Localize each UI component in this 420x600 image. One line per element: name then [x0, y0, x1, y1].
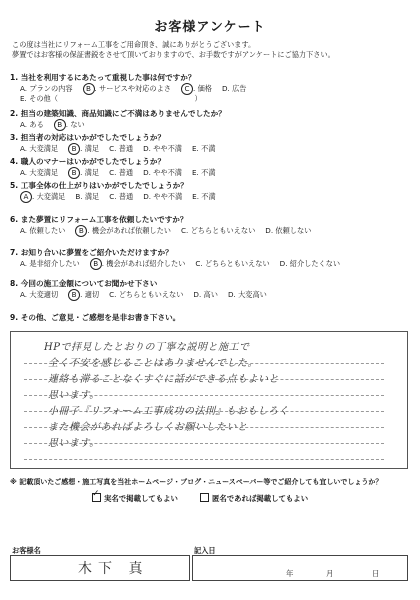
option-label: ない	[70, 120, 85, 129]
option-separator: .	[24, 226, 30, 235]
option-letter: C	[195, 259, 201, 268]
option-b[interactable]	[75, 226, 171, 236]
option-letter: A	[20, 226, 25, 235]
option-letter: B	[54, 119, 66, 131]
option-separator: .	[101, 259, 107, 268]
checkbox-icon[interactable]	[200, 493, 209, 502]
option-b[interactable]	[54, 120, 85, 130]
option-separator: .	[24, 94, 30, 103]
option-label: 大変満足	[29, 168, 59, 177]
option-letter: E	[192, 192, 197, 201]
option-letter: D	[265, 226, 271, 235]
option-letter: D	[143, 168, 149, 177]
date-day-label: 日	[372, 569, 380, 578]
option-letter: C	[181, 83, 193, 95]
option-b[interactable]	[68, 168, 99, 178]
permission-option-realname[interactable]	[92, 493, 178, 504]
permission-option-anonymous[interactable]	[200, 493, 308, 504]
option-label: 機会があれば紹介したい	[106, 259, 186, 268]
option-label: 満足	[84, 168, 100, 177]
checkbox-checked-icon[interactable]	[92, 493, 101, 502]
option-label: 価格	[197, 84, 212, 93]
option-separator: .	[196, 144, 202, 153]
option-c[interactable]	[109, 290, 183, 300]
option-letter: E	[192, 144, 197, 153]
option-label: 普通	[118, 168, 134, 177]
option-label: どちらともいえない	[190, 226, 256, 235]
option-e[interactable]	[192, 192, 216, 202]
option-letter: E	[20, 94, 25, 103]
option-label: 不満	[201, 168, 216, 177]
comment-line: 連絡も滞ることなくすぐに話ができる点もよいと	[48, 374, 279, 385]
option-label: 依頼しない	[275, 226, 312, 235]
option-separator: .	[80, 290, 85, 299]
option-e[interactable]	[20, 94, 202, 104]
option-label: 大変満足	[36, 192, 66, 201]
option-label: どちらともいえない	[204, 259, 270, 268]
option-separator: .	[24, 259, 30, 268]
option-label: 満足	[84, 144, 100, 153]
option-separator: .	[114, 192, 119, 201]
date-year-label: 年	[286, 569, 294, 578]
option-label: やや不満	[153, 144, 182, 153]
comment-line: 思います。	[48, 390, 100, 401]
option-letter: A	[20, 168, 25, 177]
option-separator: .	[87, 226, 92, 235]
option-letter: C	[109, 290, 115, 299]
question-2: 2. 担当の建築知識、商品知識にご不満はありませんでしたか？	[10, 109, 226, 118]
option-separator: .	[114, 144, 119, 153]
option-letter: D	[221, 84, 228, 93]
option-letter: D	[143, 192, 149, 201]
option-separator: .	[80, 192, 85, 201]
survey-title: お客様アンケート	[154, 20, 266, 35]
option-e[interactable]	[192, 168, 216, 178]
option-d[interactable]	[143, 192, 182, 202]
question-6-options	[20, 226, 321, 236]
option-d[interactable]	[143, 168, 182, 178]
option-label: やや不満	[153, 168, 182, 177]
option-label: やや不満	[153, 192, 183, 201]
option-separator: .	[196, 168, 202, 177]
question-3: 3. 担当者の対応はいかがでしたでしょうか？	[10, 133, 166, 142]
option-c[interactable]	[181, 84, 212, 94]
option-letter: C	[180, 226, 187, 235]
option-label: 普通	[118, 144, 134, 153]
option-a[interactable]	[20, 226, 65, 236]
option-letter: B	[68, 289, 80, 301]
option-a[interactable]	[20, 259, 80, 269]
option-separator: .	[94, 84, 100, 93]
option-d[interactable]	[143, 144, 182, 154]
option-letter: B	[83, 83, 95, 95]
question-6: 6. また夢置にリフォーム工事を依頼したいですか？	[10, 215, 188, 224]
option-label: 広告	[232, 84, 247, 93]
comment-line: 小冊子『リフォーム工事成功の法則』もおもしろく	[48, 406, 289, 417]
option-separator: .	[285, 259, 290, 268]
question-7-options	[20, 259, 350, 269]
option-letter: B	[68, 143, 80, 155]
option-letter: A	[20, 144, 25, 153]
option-c[interactable]	[195, 259, 269, 269]
option-letter: D	[227, 290, 234, 299]
comment-rule-line	[24, 459, 384, 460]
customer-name-label: お客様名	[12, 546, 41, 555]
date-month-label: 月	[326, 569, 334, 578]
option-e[interactable]	[192, 144, 216, 154]
option-separator: .	[65, 120, 71, 129]
option-label: 不満	[201, 144, 216, 153]
option-label: ある	[29, 120, 44, 129]
option-b[interactable]	[68, 144, 99, 154]
option-separator: .	[80, 144, 85, 153]
option-label: 普通	[118, 192, 134, 201]
option-letter: A	[20, 191, 32, 203]
option-d[interactable]	[222, 84, 247, 94]
option-label: 機会があれば依頼したい	[91, 226, 171, 235]
option-separator: .	[32, 192, 37, 201]
option-label: 満足	[84, 192, 100, 201]
permission-option-label: 実名で掲載してもよい	[104, 494, 178, 503]
option-a[interactable]	[20, 144, 58, 154]
option-label: 大変満足	[29, 144, 59, 153]
option-letter: D	[279, 259, 286, 268]
option-separator: .	[24, 168, 30, 177]
question-1-options	[20, 94, 212, 104]
permission-option-label: 匿名であれば掲載してもよい	[212, 494, 309, 503]
question-1: 1. 当社を利用するにあたって重視した事は何ですか？	[10, 73, 196, 82]
option-letter: C	[109, 192, 115, 201]
option-c[interactable]	[109, 192, 133, 202]
option-d[interactable]	[228, 290, 267, 300]
option-b[interactable]	[83, 84, 171, 94]
intro-line-2: 夢置ではお客様の保証書鋭をさせて頂いておりますので、お手数ですがアンケートにご協力下さい。	[12, 50, 335, 59]
option-separator: .	[186, 226, 191, 235]
option-separator: .	[192, 84, 198, 93]
question-8-options	[20, 290, 277, 300]
comment-line: 全く不安を感じることはありませんでした。	[48, 358, 258, 369]
option-b[interactable]	[90, 259, 186, 269]
option-separator: .	[200, 259, 205, 268]
option-label: サービスや対応のよさ	[99, 84, 171, 93]
question-1-options	[20, 84, 256, 94]
option-label: その他（ ）	[29, 94, 202, 103]
option-label: どちらともいえない	[118, 290, 184, 299]
option-label: プランの内容	[29, 84, 73, 93]
comment-line: 思います。	[48, 438, 100, 449]
option-letter: A	[20, 290, 25, 299]
question-9: 9. その他、ご意見・ご感想を是非お書き下さい。	[10, 313, 181, 322]
option-a[interactable]	[20, 290, 58, 300]
permission-question: ※ 記載頂いたご感想・施工写真を当社ホームページ・ブログ・ニュースペーパー等でご紹介しても宜しいでしょうか？	[10, 478, 383, 486]
option-letter: C	[109, 144, 115, 153]
question-5: 5. 工事全体の仕上がりはいかがでしたでしょうか？	[10, 181, 188, 190]
question-5-options	[20, 192, 226, 202]
comment-line: HPで拝見したとおりの丁寧な説明と施工で	[44, 342, 250, 353]
option-label: 依頼したい	[29, 226, 66, 235]
option-separator: .	[24, 144, 30, 153]
option-letter: B	[75, 192, 81, 201]
option-separator: .	[227, 84, 233, 93]
option-d[interactable]	[280, 259, 340, 269]
question-4-options	[20, 168, 226, 178]
option-separator: .	[270, 226, 276, 235]
option-label: 紹介したくない	[289, 259, 341, 268]
option-label: 大変高い	[238, 290, 267, 299]
option-letter: B	[68, 167, 80, 179]
option-separator: .	[114, 168, 119, 177]
question-4: 4. 職人のマナーはいかがでしたでしょうか？	[10, 157, 166, 166]
customer-name-value: 木下 真	[78, 561, 149, 577]
option-a[interactable]	[20, 120, 44, 130]
option-label: 不満	[201, 192, 216, 201]
comment-line: また機会があればよろしくお願いしたいと	[48, 422, 248, 433]
option-separator: .	[196, 192, 202, 201]
question-3-options	[20, 144, 226, 154]
option-separator: .	[24, 120, 30, 129]
option-label: 是非紹介したい	[29, 259, 80, 268]
option-b[interactable]	[68, 290, 99, 300]
option-c[interactable]	[181, 226, 255, 236]
option-label: 大変適切	[29, 290, 59, 299]
option-separator: .	[198, 290, 204, 299]
option-d[interactable]	[265, 226, 311, 236]
option-letter: A	[20, 120, 25, 129]
intro-line-1: この度は当社にリフォーム工事をご用命頂き、誠にありがとうございます。	[12, 40, 256, 49]
option-c[interactable]	[109, 168, 133, 178]
option-a[interactable]	[20, 84, 73, 94]
option-letter: A	[20, 84, 25, 93]
option-letter: B	[75, 225, 87, 237]
option-letter: D	[143, 144, 149, 153]
option-a[interactable]	[20, 192, 65, 202]
option-letter: D	[193, 290, 199, 299]
option-c[interactable]	[109, 144, 133, 154]
option-d[interactable]	[193, 290, 218, 300]
option-separator: .	[24, 84, 30, 93]
option-b[interactable]	[75, 192, 99, 202]
option-label: 高い	[203, 290, 218, 299]
option-a[interactable]	[20, 168, 58, 178]
option-separator: .	[114, 290, 119, 299]
option-letter: B	[90, 258, 102, 270]
option-letter: E	[192, 168, 197, 177]
option-separator: .	[233, 290, 239, 299]
question-8: 8. 今回の施工金額についてお聞かせ下さい	[10, 279, 158, 288]
option-label: 適切	[84, 290, 100, 299]
date-label: 記入日	[194, 546, 216, 555]
option-separator: .	[80, 168, 85, 177]
option-separator: .	[148, 192, 154, 201]
question-2-options	[20, 120, 95, 130]
question-7: 7. お知り合いに夢置をご紹介いただけますか？	[10, 248, 173, 257]
option-separator: .	[148, 144, 154, 153]
option-letter: A	[20, 259, 25, 268]
option-separator: .	[148, 168, 154, 177]
option-letter: C	[109, 168, 115, 177]
option-separator: .	[24, 290, 30, 299]
